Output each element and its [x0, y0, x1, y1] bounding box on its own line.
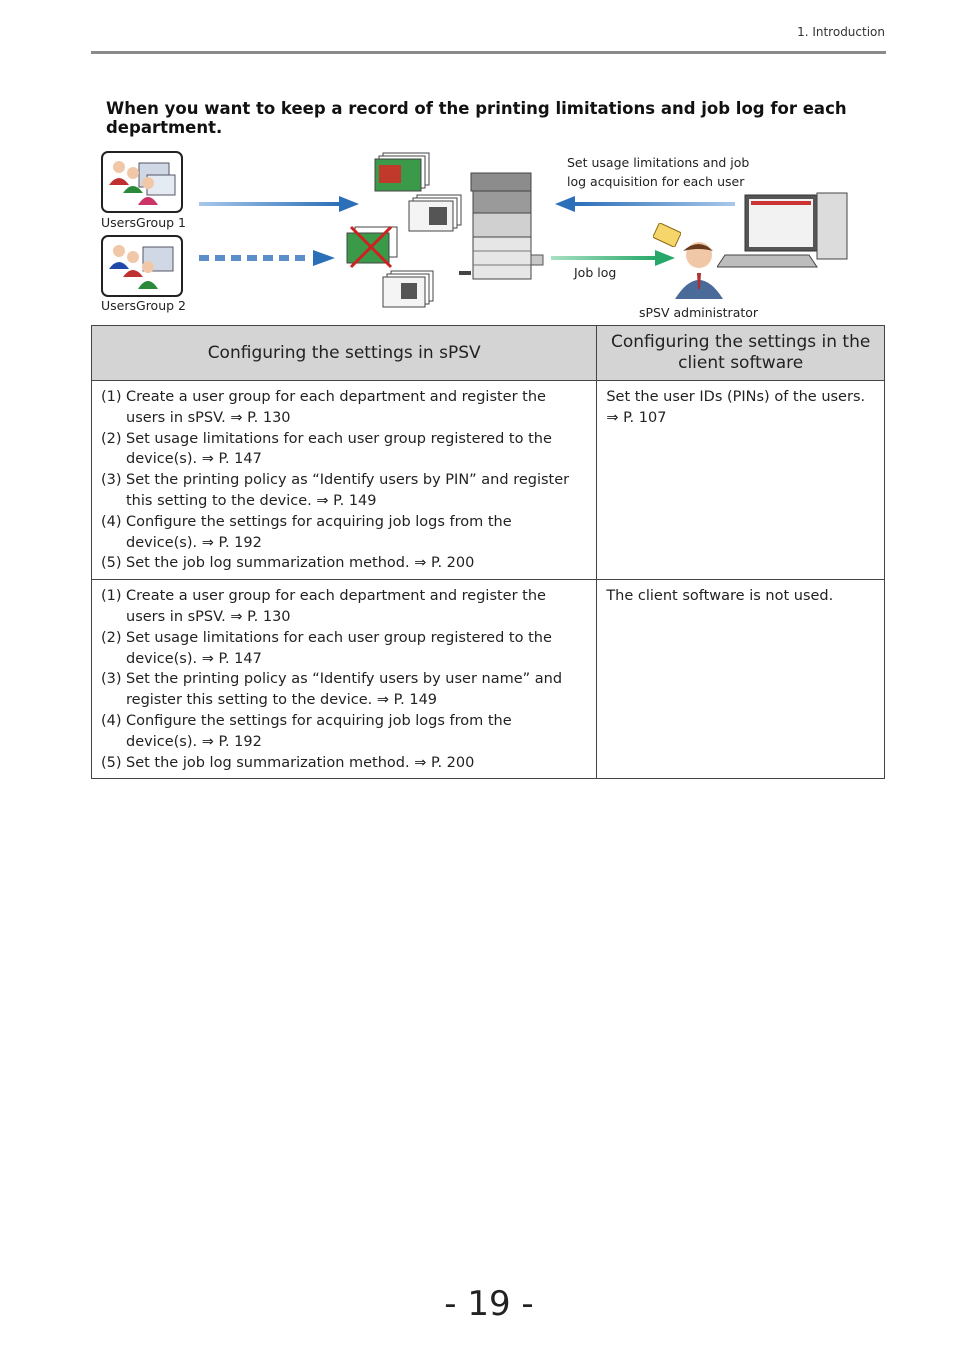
- list-item: [101, 753, 587, 774]
- step-number: (1): [101, 588, 122, 605]
- users-group-2-label: UsersGroup 2: [101, 298, 186, 313]
- section-title: When you want to keep a record of the printing limitations and job log for each department.: [106, 99, 847, 137]
- document-stack-color-icon: [373, 151, 433, 193]
- users-group-2-icon: [101, 235, 183, 297]
- list-item: [101, 553, 587, 574]
- list-item: [101, 669, 587, 711]
- step-list: [101, 387, 587, 574]
- step-text: Create a user group for each department and register the users in sPSV. ⇒ P. 130: [126, 588, 546, 625]
- column-header-client: Configuring the settings in the client software: [597, 326, 885, 381]
- step-text: Configure the settings for acquiring job logs from the device(s). ⇒ P. 192: [126, 712, 512, 750]
- document-stack-mono-2-icon: [381, 269, 437, 309]
- step-number: (5): [101, 555, 122, 572]
- step-text: Configure the settings for acquiring job logs from the device(s). ⇒ P. 192: [126, 513, 512, 551]
- administrator-icon: [673, 239, 725, 299]
- list-item: [101, 470, 587, 512]
- step-text: Set usage limitations for each user group registered to the device(s). ⇒ P. 147: [126, 629, 552, 667]
- spsv-steps-cell: [92, 580, 597, 779]
- client-settings-cell: The client software is not used.: [597, 580, 885, 779]
- list-item: [101, 628, 587, 670]
- step-number: (5): [101, 754, 122, 771]
- list-item: [101, 512, 587, 554]
- workflow-diagram: [91, 145, 886, 325]
- step-number: (4): [101, 513, 122, 530]
- step-number: (1): [101, 389, 122, 405]
- table-row: [92, 381, 885, 580]
- spsv-steps-cell: [92, 381, 597, 580]
- step-text: Set the printing policy as “Identify users by PIN” and register this setting to the device. ⇒ P. 149: [126, 472, 570, 509]
- admin-label: sPSV administrator: [639, 305, 759, 320]
- document-stack-mono-icon: [407, 193, 465, 233]
- step-text: Set usage limitations for each user group registered to the device(s). ⇒ P. 147: [126, 430, 552, 468]
- step-text: Set the job log summarization method. ⇒ P. 200: [126, 754, 475, 771]
- computer-icon: [717, 191, 851, 273]
- page-number: - 19 -: [444, 1284, 534, 1324]
- step-number: (3): [101, 671, 122, 688]
- step-number: (2): [101, 430, 122, 447]
- arrow-group1-to-printer: [199, 195, 361, 213]
- list-item: [101, 387, 587, 429]
- running-header: 1. Introduction: [797, 25, 885, 39]
- users-group-1-label: UsersGroup 1: [101, 215, 186, 230]
- users-group-1-icon: [101, 151, 183, 213]
- column-header-spsv: Configuring the settings in sPSV: [92, 326, 597, 381]
- step-number: (4): [101, 712, 122, 729]
- document-stack-blocked-icon: [345, 225, 401, 269]
- arrow-admin-to-printer: [553, 195, 737, 213]
- step-text: Set the job log summarization method. ⇒ P. 200: [126, 555, 475, 572]
- header-rule: [91, 51, 886, 54]
- client-settings-cell: Set the user IDs (PINs) of the users. ⇒ P. 107: [597, 381, 885, 580]
- setting-label-line1: Set usage limitations and job: [567, 155, 750, 170]
- table-header-row: [92, 326, 885, 381]
- step-number: (3): [101, 472, 122, 489]
- list-item: [101, 711, 587, 753]
- job-log-label: Job log: [574, 265, 617, 280]
- setting-label-line2: log acquisition for each user: [567, 174, 745, 189]
- step-text: Set the printing policy as “Identify users by user name” and register this setting to the device. ⇒ P. 149: [126, 671, 563, 709]
- table-row: [92, 580, 885, 779]
- step-number: (2): [101, 629, 122, 646]
- step-list: [101, 586, 587, 773]
- list-item: [101, 586, 587, 628]
- settings-table: [91, 325, 885, 779]
- arrow-group2-to-printer: [199, 249, 337, 267]
- step-text: Create a user group for each department and register the users in sPSV. ⇒ P. 130: [126, 389, 546, 426]
- printer-icon: [459, 171, 549, 291]
- list-item: [101, 429, 587, 471]
